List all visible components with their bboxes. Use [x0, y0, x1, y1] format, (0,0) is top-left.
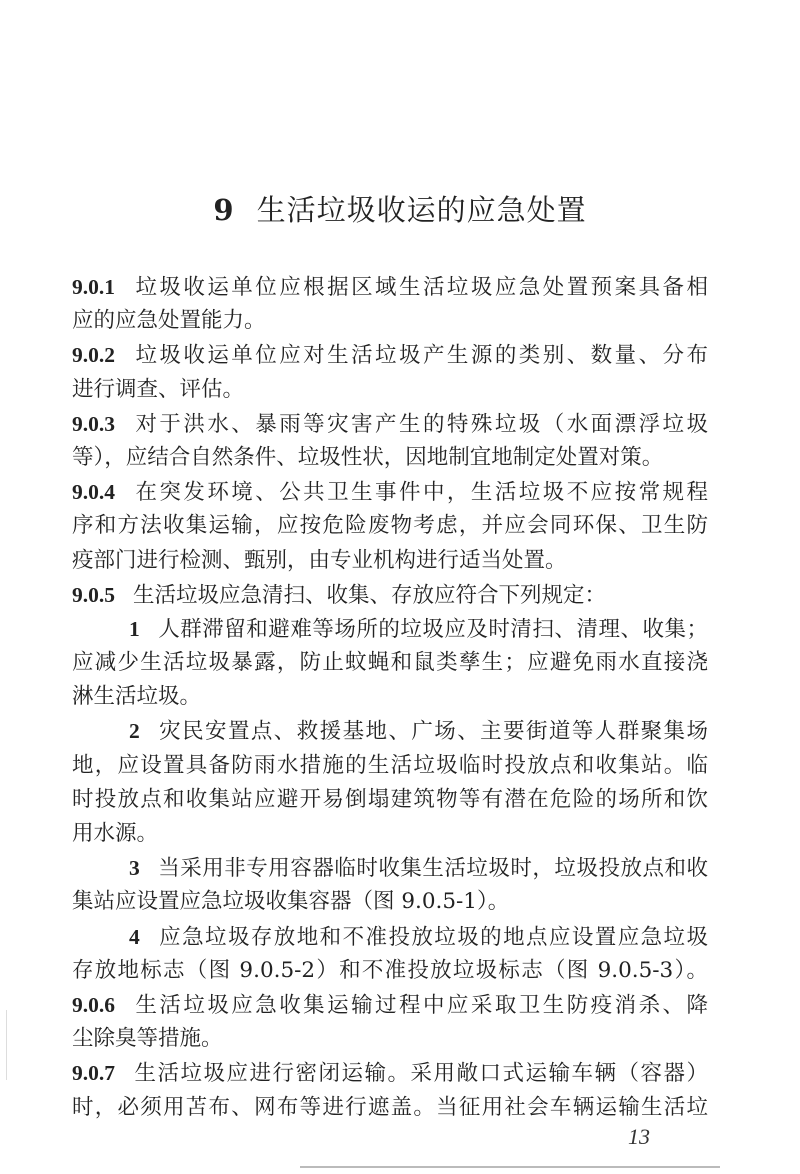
clause-label: 9.0.5 — [72, 582, 115, 607]
item-line: 用水源。 — [72, 821, 159, 846]
clause-line: 尘除臭等措施。 — [72, 1026, 223, 1052]
item-line: 淋生活垃圾。 — [72, 684, 202, 710]
item-number: 1 — [129, 616, 140, 641]
clause-9-0-4 — [72, 475, 708, 509]
chapter-number: 9 — [213, 193, 235, 227]
list-item-2 — [72, 714, 708, 748]
clause-label: 9.0.6 — [72, 992, 115, 1017]
clause-label: 9.0.7 — [72, 1061, 115, 1086]
item-line: 地，应设置具备防雨水措施的生活垃圾临时投放点和收集站。临 — [72, 752, 708, 778]
list-item-3 — [72, 851, 708, 885]
clause-9-0-1 — [72, 270, 708, 304]
item-number: 2 — [129, 719, 140, 744]
scan-bottom-line — [300, 1166, 720, 1168]
clause-9-0-2 — [72, 338, 708, 372]
clause-line: 序和方法收集运输，应按危险废物考虑，并应会同环保、卫生防 — [72, 513, 708, 539]
item-line: 存放地标志（图 9.0.5-2）和不准投放垃圾标志（图 9.0.5-3）。 — [72, 957, 708, 983]
clause-text: 在突发环境、公共卫生事件中，生活垃圾不应按常规程 — [133, 480, 708, 506]
item-line: 时投放点和收集站应避开易倒塌建筑物等有潜在危险的场所和饮 — [72, 786, 708, 812]
clause-line: 进行调查、评估。 — [72, 376, 245, 402]
clause-label: 9.0.1 — [72, 275, 115, 299]
item-line: 应减少生活垃圾暴露，防止蚊蝇和鼠类孳生；应避免雨水直接浇 — [72, 650, 708, 676]
page-number: 13 — [628, 1124, 650, 1149]
clause-label: 9.0.2 — [72, 343, 115, 368]
clause-label: 9.0.3 — [72, 411, 115, 436]
clause-line: 时，必须用苫布、网布等进行遮盖。当征用社会车辆运输生活垃 — [72, 1094, 708, 1120]
clause-text: 垃圾收运单位应对生活垃圾产生源的类别、数量、分布 — [133, 343, 708, 369]
clause-label: 9.0.4 — [72, 480, 115, 505]
clause-9-0-5 — [72, 578, 708, 612]
clause-9-0-7 — [72, 1056, 708, 1090]
item-line: 集站应设置应急垃圾收集容器（图 9.0.5-1）。 — [72, 889, 510, 915]
clause-text: 生活垃圾应急收集运输过程中应采取卫生防疫消杀、降 — [133, 992, 708, 1018]
clause-line: 等），应结合自然条件、垃圾性状，因地制宜地制定处置对策。 — [72, 444, 664, 470]
clause-9-0-3 — [72, 407, 708, 441]
list-item-4 — [72, 920, 708, 954]
clause-9-0-6 — [72, 988, 708, 1022]
item-text: 人群滞留和避难等场所的垃圾应及时清扫、清理、收集； — [157, 616, 708, 642]
clause-text: 生活垃圾应进行密闭运输。采用敞口式运输车辆（容器） — [133, 1061, 708, 1087]
clause-line: 应的应急处置能力。 — [72, 308, 266, 334]
item-number: 3 — [129, 856, 140, 881]
chapter-title — [0, 188, 800, 229]
item-number: 4 — [129, 924, 140, 949]
chapter-title-text: 生活垃圾收运的应急处置 — [256, 193, 587, 227]
list-item-1 — [72, 612, 708, 646]
clause-text: 垃圾收运单位应根据区域生活垃圾应急处置预案具备相 — [133, 275, 708, 300]
clause-text: 对于洪水、暴雨等灾害产生的特殊垃圾（水面漂浮垃圾 — [133, 411, 708, 437]
item-text: 灾民安置点、救援基地、广场、主要街道等人群聚集场 — [157, 719, 708, 745]
item-text: 当采用非专用容器临时收集生活垃圾时，垃圾投放点和收 — [157, 856, 708, 882]
scan-edge-mark — [6, 1010, 7, 1080]
clause-line: 疫部门进行检测、甄别，由专业机构进行适当处置。 — [72, 547, 567, 573]
item-text: 应急垃圾存放地和不准投放垃圾的地点应设置应急垃圾 — [157, 924, 708, 950]
clause-text: 生活垃圾应急清扫、收集、存放应符合下列规定： — [133, 582, 607, 608]
document-body — [72, 270, 708, 1125]
